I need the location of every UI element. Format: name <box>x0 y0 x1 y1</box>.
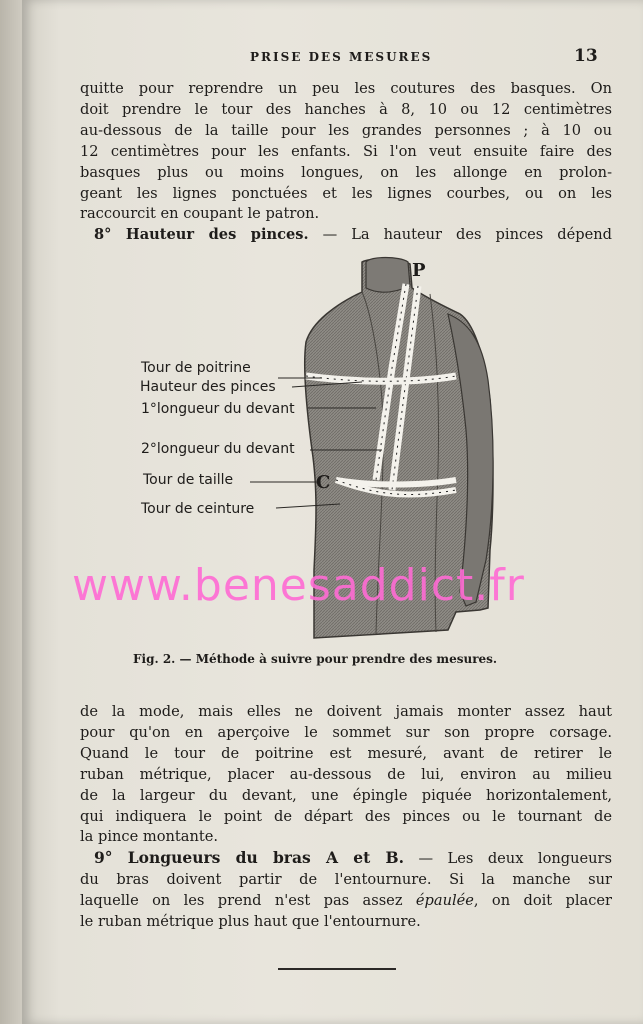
text-line: ruban métrique, placer au-dessous de lui, environ au milieu <box>80 765 612 783</box>
text-line: de la mode, mais elles ne doivent jamais monter assez haut <box>80 703 612 720</box>
label-hauteur-pinces: Hauteur des pinces <box>140 379 276 395</box>
section-9-text: — Les deux longueurs <box>403 850 612 868</box>
section-8-line <box>80 225 612 246</box>
text-fragment: , on doit placer <box>473 892 612 910</box>
label-longueur-devant-1: 1°longueur du devant <box>141 401 295 417</box>
label-tour-taille: Tour de taille <box>143 472 234 488</box>
running-title: PRISE DES MESURES <box>250 50 433 64</box>
section-divider-rule <box>278 968 396 970</box>
text-line: doit prendre le tour des hanches à 8, 10 ou 12 centimètres <box>80 100 612 118</box>
text-fragment: laquelle on les prend n'est pas assez <box>80 892 416 910</box>
section-9-line <box>80 848 612 870</box>
figure-letter-p: P <box>412 260 426 281</box>
section-8-heading: 8° Hauteur des pinces. <box>94 226 309 244</box>
text-line: la pince montante. <box>80 828 218 846</box>
text-line <box>80 891 612 912</box>
label-tour-ceinture: Tour de ceinture <box>141 501 255 517</box>
figure-caption: Fig. 2. — Méthode à suivre pour prendre des mesures. <box>133 652 498 666</box>
text-line: le ruban métrique plus haut que l'entournure. <box>80 913 421 931</box>
text-line: raccourcit en coupant le patron. <box>80 205 320 223</box>
text-line: du bras doivent partir de l'entournure. Si la manche sur <box>80 871 612 889</box>
text-line: 12 centimètres pour les enfants. Si l'on veut ensuite faire des <box>80 142 612 160</box>
text-line: qui indiquera le point de départ des pinces ou le tournant de <box>80 807 612 825</box>
watermark-text: www.benesaddict.fr <box>72 560 525 611</box>
text-line: pour qu'on en aperçoive le sommet sur son propre corsage. <box>80 723 612 741</box>
section-9-heading: 9° Longueurs du bras A et B. <box>94 848 404 868</box>
text-line: quitte pour reprendre un peu les coutures des basques. On <box>80 80 612 97</box>
label-tour-poitrine: Tour de poitrine <box>141 360 251 376</box>
top-paragraph <box>80 79 612 246</box>
page-number: 13 <box>574 46 598 66</box>
text-line: de la largeur du devant, une épingle piquée horizontalement, <box>80 786 612 804</box>
text-line: au-dessous de la taille pour les grandes personnes ; à 10 ou <box>80 121 612 139</box>
text-line: geant les lignes ponctuées et les lignes courbes, ou on les <box>80 184 612 202</box>
book-spine-shadow <box>0 0 22 1024</box>
middle-paragraph <box>80 702 612 933</box>
italic-term: épaulée <box>415 892 474 910</box>
section-8-text: — La hauteur des pinces dépend <box>308 226 612 244</box>
text-line: basques plus ou moins longues, on les allonge en prolon- <box>80 163 612 181</box>
label-longueur-devant-2: 2°longueur du devant <box>141 441 295 457</box>
figure-letter-c: C <box>316 472 331 493</box>
text-line: Quand le tour de poitrine est mesuré, avant de retirer le <box>80 744 612 762</box>
